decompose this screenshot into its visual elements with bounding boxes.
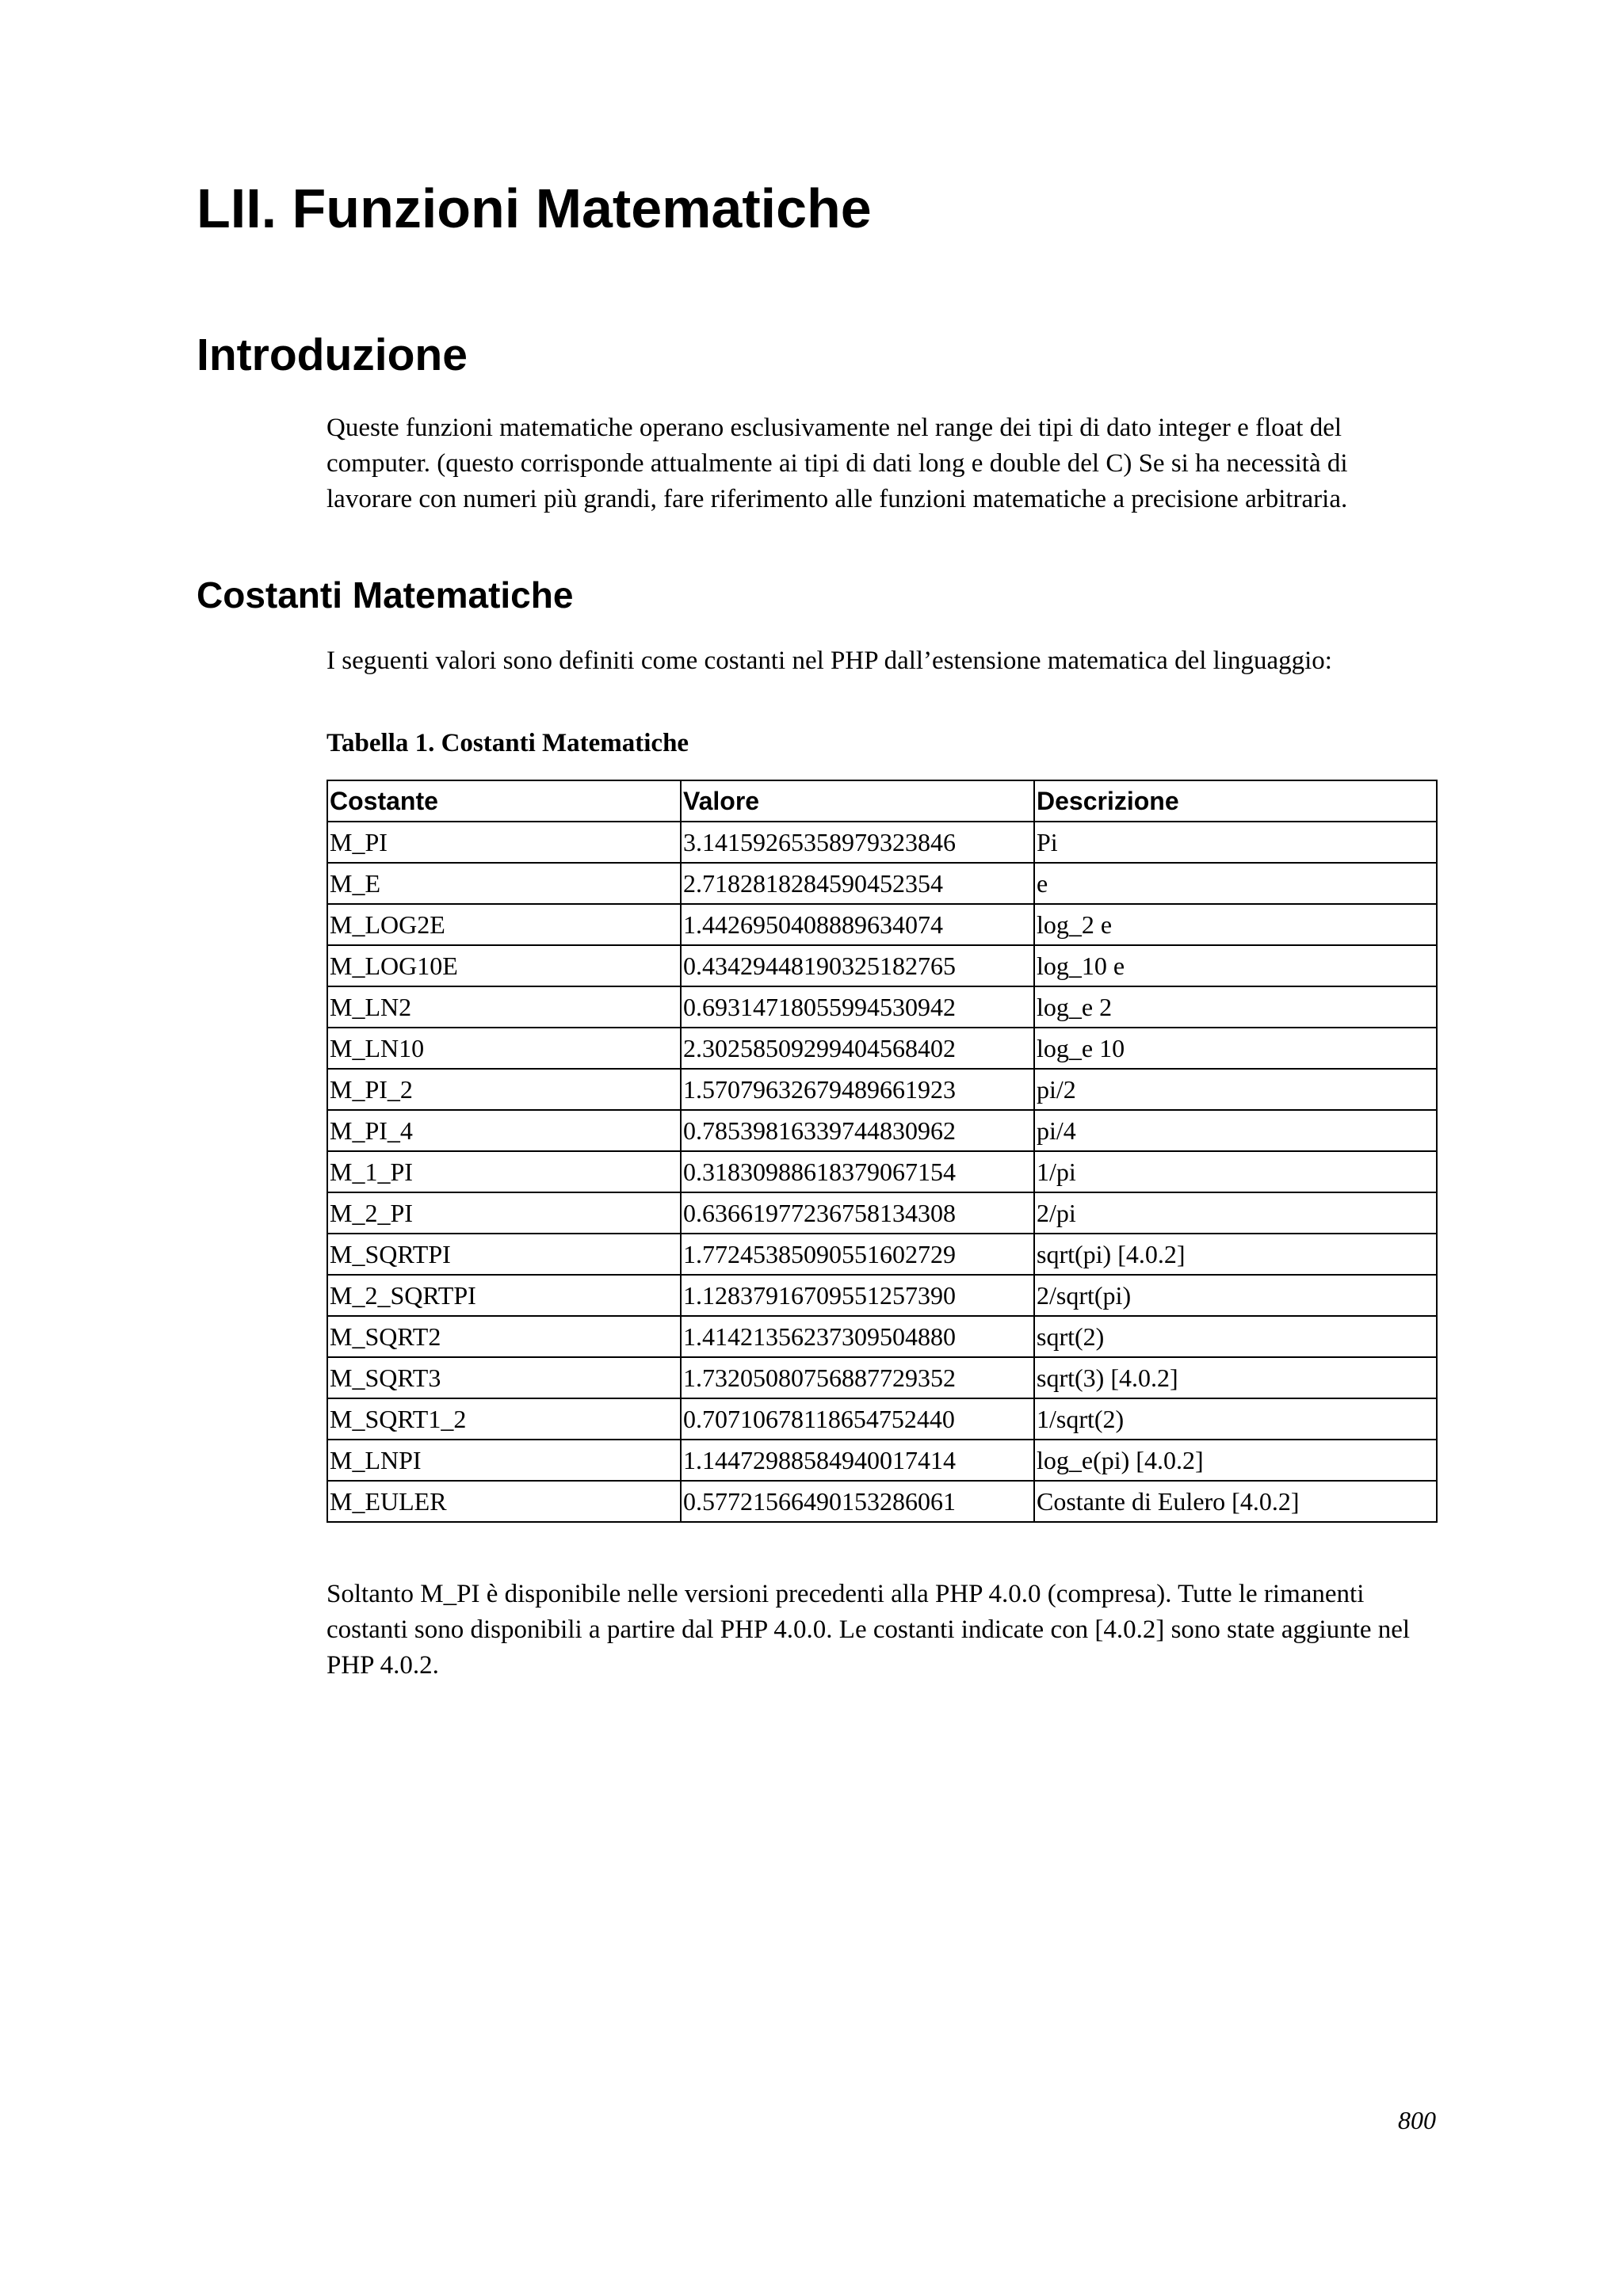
constant-name-cell: M_SQRT2: [327, 1316, 681, 1357]
constant-name-cell: M_E: [327, 863, 681, 904]
constant-name-cell: M_LN2: [327, 986, 681, 1028]
constant-value-cell: 2.30258509299404568402: [681, 1028, 1034, 1069]
table-row: [327, 1275, 1437, 1316]
table-row: [327, 1440, 1437, 1481]
constant-name-cell: M_PI_4: [327, 1110, 681, 1151]
constant-name-cell: M_PI: [327, 822, 681, 863]
constant-value-cell: 0.78539816339744830962: [681, 1110, 1034, 1151]
constant-value-cell: 2.7182818284590452354: [681, 863, 1034, 904]
table-row: [327, 1316, 1437, 1357]
constant-description-cell: 1/sqrt(2): [1034, 1398, 1437, 1440]
constant-description-cell: Pi: [1034, 822, 1437, 863]
table-row: [327, 1028, 1437, 1069]
intro-heading: Introduzione: [197, 330, 468, 380]
column-header-costante: Costante: [327, 780, 681, 822]
constant-description-cell: log_e 10: [1034, 1028, 1437, 1069]
constant-name-cell: M_LN10: [327, 1028, 681, 1069]
constant-description-cell: pi/4: [1034, 1110, 1437, 1151]
constant-name-cell: M_SQRTPI: [327, 1234, 681, 1275]
table-row: [327, 863, 1437, 904]
table-header-row: [327, 780, 1437, 822]
table-row: [327, 1481, 1437, 1522]
constant-value-cell: 0.57721566490153286061: [681, 1481, 1034, 1522]
constant-value-cell: 0.43429448190325182765: [681, 945, 1034, 986]
constant-description-cell: 2/sqrt(pi): [1034, 1275, 1437, 1316]
constant-name-cell: M_EULER: [327, 1481, 681, 1522]
constant-description-cell: pi/2: [1034, 1069, 1437, 1110]
constant-name-cell: M_1_PI: [327, 1151, 681, 1192]
constants-availability-note: Soltanto M_PI è disponibile nelle versioni precedenti alla PHP 4.0.0 (compresa). Tutte le rimanenti costanti sono disponibili a partire dal PHP 4.0.0. Le costanti indicate con [4.0.2] sono state aggiunte nel PHP 4.0.2.: [327, 1580, 1411, 1680]
table-row: [327, 1110, 1437, 1151]
constant-description-cell: 1/pi: [1034, 1151, 1437, 1192]
constant-value-cell: 1.77245385090551602729: [681, 1234, 1034, 1275]
constant-name-cell: M_LNPI: [327, 1440, 681, 1481]
constant-description-cell: 2/pi: [1034, 1192, 1437, 1234]
constant-description-cell: log_10 e: [1034, 945, 1437, 986]
constant-name-cell: M_PI_2: [327, 1069, 681, 1110]
constants-heading: Costanti Matematiche: [197, 574, 574, 616]
table-row: [327, 1069, 1437, 1110]
constant-value-cell: 0.63661977236758134308: [681, 1192, 1034, 1234]
constant-value-cell: 0.31830988618379067154: [681, 1151, 1034, 1192]
constant-name-cell: M_SQRT3: [327, 1357, 681, 1398]
constant-value-cell: 0.69314718055994530942: [681, 986, 1034, 1028]
constant-description-cell: log_e 2: [1034, 986, 1437, 1028]
constant-description-cell: sqrt(pi) [4.0.2]: [1034, 1234, 1437, 1275]
table-row: [327, 1234, 1437, 1275]
table-row: [327, 1192, 1437, 1234]
constant-name-cell: M_LOG10E: [327, 945, 681, 986]
constant-description-cell: sqrt(3) [4.0.2]: [1034, 1357, 1437, 1398]
constants-table: [327, 780, 1438, 1523]
constant-description-cell: sqrt(2): [1034, 1316, 1437, 1357]
constant-description-cell: Costante di Eulero [4.0.2]: [1034, 1481, 1437, 1522]
constant-value-cell: 1.57079632679489661923: [681, 1069, 1034, 1110]
constant-name-cell: M_2_SQRTPI: [327, 1275, 681, 1316]
table-caption: Tabella 1. Costanti Matematiche: [327, 729, 689, 757]
table-row: [327, 945, 1437, 986]
constant-value-cell: 1.73205080756887729352: [681, 1357, 1034, 1398]
intro-paragraph: Queste funzioni matematiche operano esclusivamente nel range dei tipi di dato integer e float del computer. (questo corrisponde attualmente ai tipi di dati long e double del C) Se si ha necessità di lavorare con numeri più grandi, fare riferimento alle funzioni matematiche a precisione arbitraria.: [327, 414, 1348, 513]
constant-name-cell: M_SQRT1_2: [327, 1398, 681, 1440]
constant-value-cell: 3.14159265358979323846: [681, 822, 1034, 863]
constant-value-cell: 1.41421356237309504880: [681, 1316, 1034, 1357]
column-header-descrizione: Descrizione: [1034, 780, 1437, 822]
constant-description-cell: log_2 e: [1034, 904, 1437, 945]
constant-description-cell: log_e(pi) [4.0.2]: [1034, 1440, 1437, 1481]
constant-name-cell: M_2_PI: [327, 1192, 681, 1234]
page-number: 800: [1398, 2106, 1436, 2134]
constant-name-cell: M_LOG2E: [327, 904, 681, 945]
constant-value-cell: 1.14472988584940017414: [681, 1440, 1034, 1481]
constants-table-body: [327, 822, 1437, 1522]
constant-value-cell: 1.4426950408889634074: [681, 904, 1034, 945]
table-row: [327, 1151, 1437, 1192]
table-row: [327, 986, 1437, 1028]
chapter-title: LII. Funzioni Matematiche: [197, 177, 872, 239]
constants-intro-paragraph: I seguenti valori sono definiti come costanti nel PHP dall’estensione matematica del linguaggio:: [327, 646, 1332, 675]
constant-value-cell: 1.12837916709551257390: [681, 1275, 1034, 1316]
table-row: [327, 1398, 1437, 1440]
column-header-valore: Valore: [681, 780, 1034, 822]
constant-value-cell: 0.70710678118654752440: [681, 1398, 1034, 1440]
constant-description-cell: e: [1034, 863, 1437, 904]
table-row: [327, 1357, 1437, 1398]
table-row: [327, 904, 1437, 945]
table-row: [327, 822, 1437, 863]
